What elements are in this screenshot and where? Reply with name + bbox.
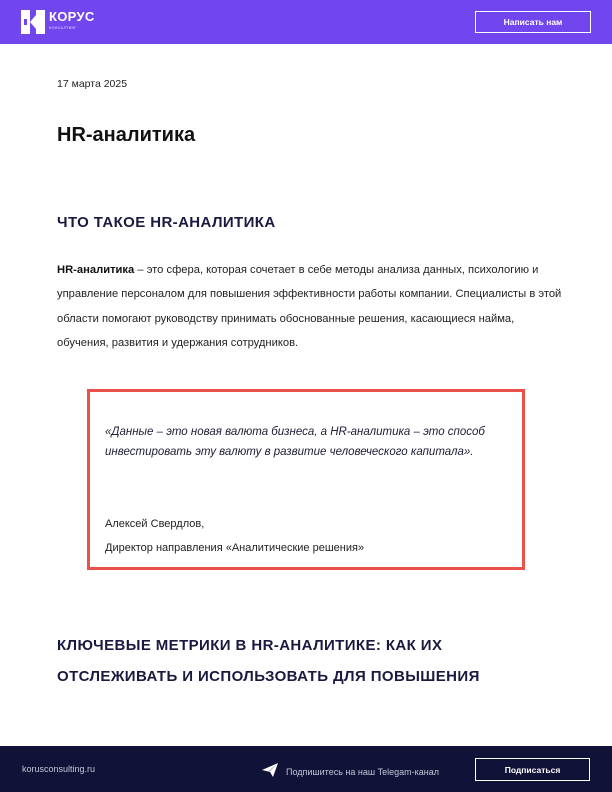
section-heading-key-metrics: КЛЮЧЕВЫЕ МЕТРИКИ В HR-АНАЛИТИКЕ: КАК ИХ ОТСЛЕЖИВАТЬ И ИСПОЛЬЗОВАТЬ ДЛЯ ПОВЫШЕНИЯ [57, 637, 480, 685]
quote-author-title: Директор направления «Аналитические решения» [105, 542, 365, 554]
quote-block [87, 389, 525, 570]
telegram-icon [262, 762, 278, 781]
telegram-text: Подпишитесь на наш Telegam-канал [286, 766, 439, 777]
logo-name: КОРУС [49, 9, 95, 24]
article-date: 17 марта 2025 [57, 78, 128, 90]
header-bar [0, 0, 612, 44]
intro-paragraph [57, 258, 562, 355]
contact-us-button[interactable]: Написать нам [475, 11, 591, 33]
intro-text: – это сфера, которая сочетает в себе методы анализа данных, психологию и управление персоналом для повышения эффективности работы компании. Специалисты в этой области помогают руководству принимать обоснованные решения, касающиеся найма, обучения, развития и удержания сотрудников. [57, 264, 562, 349]
korus-logo-icon [21, 10, 45, 34]
quote-author-name: Алексей Свердлов, [105, 518, 205, 530]
korus-logo[interactable] [21, 10, 95, 34]
footer-bar [0, 746, 612, 792]
page-title: HR-аналитика [57, 124, 196, 146]
quote-text: «Данные – это новая валюта бизнеса, а HR-аналитика – это способ инвестировать эту валюту в развитие человеческого капитала». [105, 426, 485, 458]
intro-term: HR-аналитика [57, 264, 135, 276]
subscribe-button[interactable]: Подписаться [475, 758, 590, 781]
section-heading-what-is: ЧТО ТАКОЕ HR-АНАЛИТИКА [57, 214, 276, 231]
logo-subtitle: КОНСАЛТИНГ [49, 26, 77, 30]
site-link[interactable]: korusconsulting.ru [22, 764, 96, 774]
telegram-link[interactable] [262, 762, 439, 781]
